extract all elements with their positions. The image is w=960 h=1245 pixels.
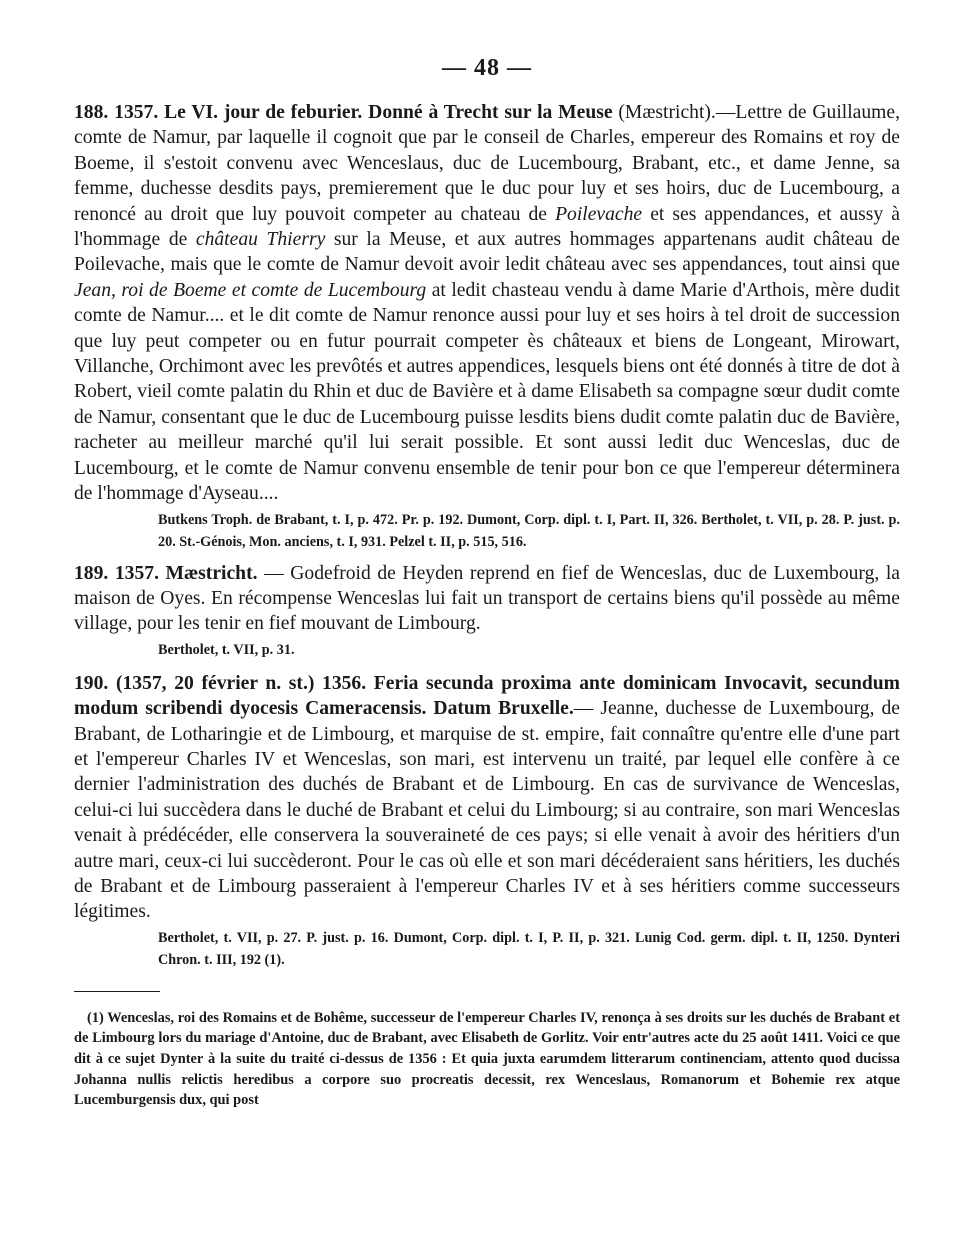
entry-italic-text: Jean, roi de Boeme et comte de Lucembourg — [74, 279, 427, 301]
entry-heading: 1356. Feria secunda proxima ante dominicam Invocavit, secundum modum scribendi dyocesis Cameracensis. Datum Bruxelle. — [74, 672, 900, 720]
document-page — [74, 52, 900, 1111]
entry-heading: 1357. Le VI. jour de feburier. Donné à Trecht sur la Meuse — [114, 102, 613, 123]
entry-text: sur la Meuse, et aux autres hommages appartenans audit château de Poilevache, mais que le comte de Namur devoit avoir ledit château avec ses appendances, tout ainsi que — [74, 229, 900, 276]
entry-189 — [74, 561, 900, 637]
entry-text: — Godefroid de Heyden reprend en fief de Wenceslas, duc de Luxembourg, la maison de Oyes. En récompense Wenceslas lui fait un transport de certains biens qu'il possède au même village, pour les tenir en fief mouvant de Limbourg. — [74, 562, 900, 635]
entry-date-prefix: (1357, 20 février n. st.) — [108, 672, 323, 694]
entry-text: et ses appendances, et aussy à l'hommage de — [74, 203, 900, 251]
entry-italic-text: Poilevache — [555, 203, 643, 225]
entry-190 — [74, 671, 900, 925]
entry-references: Bertholet, t. VII, p. 27. P. just. p. 16. Dumont, Corp. dipl. t. I, P. II, p. 321. Lunig Cod. germ. dipl. t. II, 1250. Dynteri Chron. t. III, 192 (1). — [158, 929, 900, 968]
footnote-separator — [74, 991, 160, 992]
entry-heading: 1357. Mæstricht. — [114, 562, 258, 584]
entry-text: — Jeanne, duchesse de Luxembourg, de Brabant, de Lotharingie et de Limbourg, et marquise de st. empire, fait connaître qu'entre elle d'une part et l'empereur Charles IV et Wenceslas, son mari, est intervenu un traité, par lequel elle confère à ce dernier l'administration des duchés de Brabant et de Limbourg. En cas de survivance de Wenceslas, celui-ci lui succèdera dans le duché de Brabant et celui du Limbourg; si au contraire, son mari Wenceslas venait à prédécéder, elle conservera la souveraineté de ces pays; si elle venait à avoir des héritiers d'un autre mari, ceux-ci lui succèderont. Pour le cas où elle et son mari décéderaient sans héritiers, les duchés de Brabant et de Limbourg passeraient à l'empereur Charles IV et à ses héritiers comme successeurs légitimes. — [74, 698, 900, 923]
entry-italic-text: château Thierry — [195, 229, 326, 251]
entry-text: at ledit chasteau vendu à dame Marie d'Arthois, mère dudit comte de Namur.... et le dit comte de Namur renonce aussi pour luy et ses hoirs à tel droit de succession que luy peut competer ou en futur pourrait competer ès châteaux et biens de Longeant, Mirowart, Villanche, Orchimont avec les prevôtés et autres appendices, lesquels biens ont été donnés à titre de dot à Robert, vieil comte palatin du Rhin et duc de Bavière et à dame Elisabeth sa compagne sœur dudit comte de Namur, consentant que le duc de Lucembourg puisse lesdits biens dudit comte palatin duc de Bavière, racheter au meilleur marché qu'il lui serait possible. Et sont aussi ledit duc Wenceslas, duc de Lucembourg, et le comte de Namur convenu ensemble de tenir pour bon ce que l'empereur déterminera de l'hommage d'Ayseau.... — [74, 279, 901, 505]
page-number: — 48 — — [442, 55, 532, 81]
footnote: (1) Wenceslas, roi des Romains et de Bohême, successeur de l'empereur Charles IV, renonça à ses droits sur les duchés de Brabant et de Limbourg lors du mariage d'Antoine, duc de Brabant, avec Elisabeth de Gorlitz. Voir entr'autres acte du 25 août 1411. Voici ce que dit à ce sujet Dynter à la suite du traité ci-dessus de 1356 : Et quia juxta earumdem litterarum continenciam, attento quod ducissa Johanna nullis relictis heredibus a corpore suo procreatis decessit, rex Wenceslaus, Romanorum et Bohemie rex atque Lucemburgensis dux, qui post — [74, 1009, 900, 1109]
entry-text: (Mæstricht).—Lettre de Guillaume, comte de Namur, par laquelle il cognoit que par le conseil de Charles, empereur des Romains et roy de Boeme, il s'estoit convenu avec Wenceslaus, duc de Lucembourg, Brabant, etc., et dame Jenne, sa femme, duchesse desdits pays, premierement que le duc pour luy et ses hoirs, duc de Lucembourg, a renoncé au droit que luy pouvoit competer au chateau de — [74, 102, 900, 225]
entry-references: Bertholet, t. VII, p. 31. — [158, 641, 295, 658]
entry-number: 188. — [74, 102, 109, 123]
entry-number: 189. — [74, 562, 109, 584]
entry-references: Butkens Troph. de Brabant, t. I, p. 472. Pr. p. 192. Dumont, Corp. dipl. t. I, Part. II, 326. Bertholet, t. VII, p. 28. P. just. p. 20. St.-Génois, Mon. anciens, t. I, 931. Pelzel t. II, p. 515, 516. — [158, 511, 900, 550]
entry-188 — [74, 100, 900, 507]
entry-number: 190. — [74, 672, 109, 694]
